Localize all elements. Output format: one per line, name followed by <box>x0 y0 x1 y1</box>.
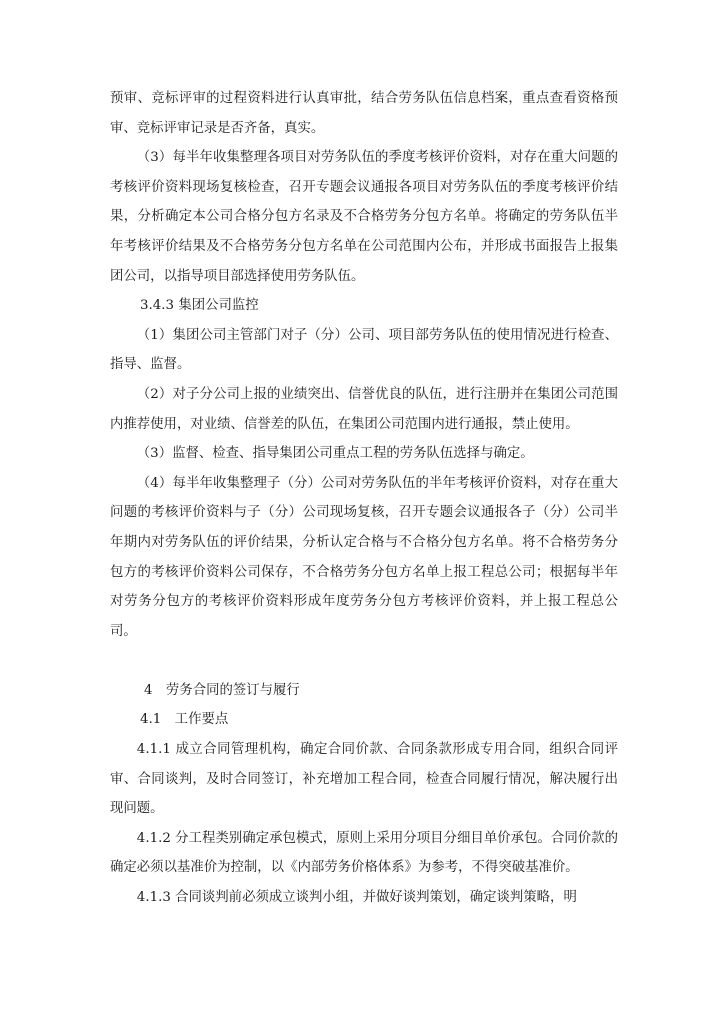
paragraph-4-1-3: 4.1.3 合同谈判前必须成立谈判小组，并做好谈判策划，确定谈判策略，明 <box>136 890 577 906</box>
heading-3-4-3: 3.4.3 集团公司监控 <box>140 298 259 314</box>
paragraph-item-3-quarterly-review: （3）每半年收集整理各项目对劳务队伍的季度考核评价资料，对存在重大问题的考核评价资料现场复核检查，召开专题会议通报各项目对劳务队伍的季度考核评价结果，分析确定本公司合格分包方名录及不合格劳务分包方名单。将确定的劳务队伍半年考核评价结果及不合格劳务分包方名单在公司范围内公布，并形成书面报告上报集团公司，以指导项目部选择使用劳务队伍。 <box>110 150 618 284</box>
paragraph-4-1-2: 4.1.2 分工程类别确定承包模式，原则上采用分项目分细目单价承包。合同价款的确定必须以基准价为控制，以《内部劳务价格体系》为参考，不得突破基准价。 <box>110 830 618 876</box>
paragraph-continuation: 预审、竞标评审的过程资料进行认真审批，结合劳务队伍信息档案，重点查看资格预审、竞标评审记录是否齐备，真实。 <box>110 91 618 136</box>
document-body <box>110 84 618 913</box>
heading-4-1: 4.1 工作要点 <box>140 712 229 728</box>
section-4-title: 4 劳务合同的签订与履行 <box>144 682 300 698</box>
paragraph-4-1-1: 4.1.1 成立合同管理机构，确定合同价款、合同条款形成专用合同，组织合同评审、合同谈判，及时合同签订，补充增加工程合同，检查合同履行情况，解决履行出现问题。 <box>110 742 618 817</box>
paragraph-item-1-inspection: （1）集团公司主管部门对子（分）公司、项目部劳务队伍的使用情况进行检查、指导、监督。 <box>110 327 618 373</box>
paragraph-item-2-registration: （2）对子分公司上报的业绩突出、信誉优良的队伍，进行注册并在集团公司范围内推荐使用，对业绩、信誉差的队伍，在集团公司范围内进行通报，禁止使用。 <box>110 386 618 432</box>
paragraph-item-3-supervision: （3）监督、检查、指导集团公司重点工程的劳务队伍选择与确定。 <box>136 446 534 462</box>
paragraph-item-4-half-year-review: （4）每半年收集整理子（分）公司对劳务队伍的半年考核评价资料，对存在重大问题的考核评价资料与子（分）公司现场复核，召开专题会议通报各子（分）公司半年期内对劳务队伍的评价结果，分析认定合格与不合格分包方名单。将不合格劳务分包方的考核评价资料公司保存，不合格劳务分包方名单上报工程总公司；根据每半年对劳务分包方的考核评价资料形成年度劳务分包方考核评价资料，并上报工程总公司。 <box>110 475 618 639</box>
